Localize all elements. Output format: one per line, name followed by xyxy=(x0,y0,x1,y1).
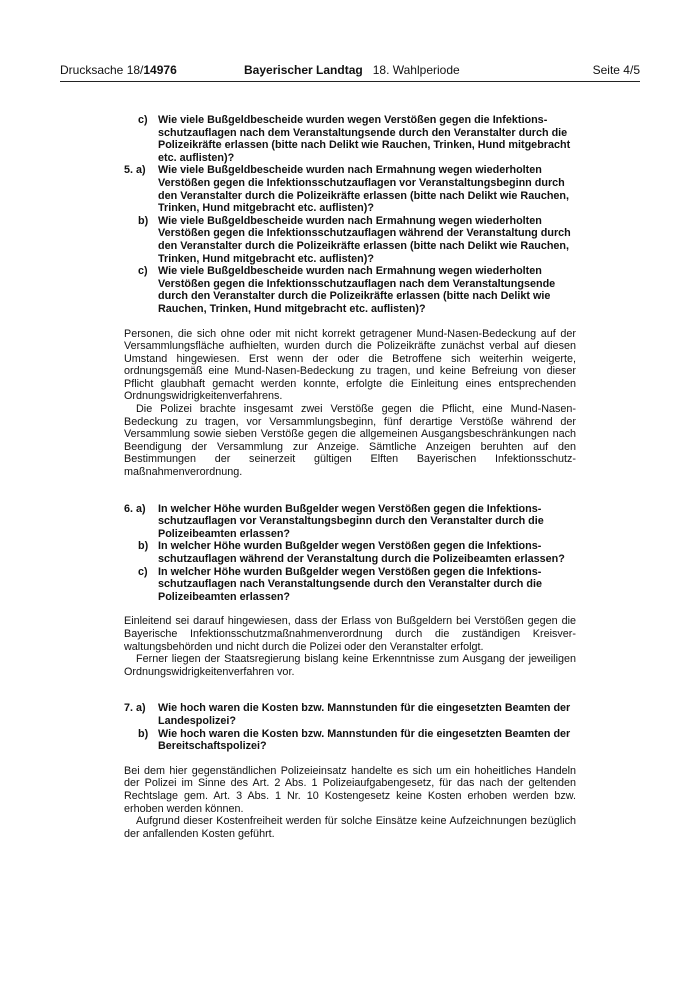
question-marker: 5. a) xyxy=(124,164,146,177)
answer-block-5 xyxy=(124,328,576,479)
question-block-5 xyxy=(124,114,576,316)
question-text: Wie hoch waren die Kosten bzw. Mannstunden für die eingesetzten Beamten der Landespolizei? xyxy=(158,702,571,727)
question-text: Wie viele Bußgeldbescheide wurden nach Ermahnung wegen wiederholten Verstößen gegen die Infektionsschutzauflagen während der Veranstaltung durch den Veranstalter durch die Polizeikräfte erlassen (bitte nach Delikt wie Rauchen, Trinken, Hund mitgebracht etc. auflisten)? xyxy=(158,214,571,265)
question-text: Wie viele Bußgeldbescheide wurden wegen Verstößen gegen die Infektionsschutzauflagen nach dem Veranstaltungsende durch den Veranstalter durch die Polizeikräfte erlassen (bitte nach Delikt wie Rauchen, Trinken, Hund mitgebracht etc. auflisten)? xyxy=(158,114,571,164)
question-item xyxy=(124,114,576,164)
question-text: In welcher Höhe wurden Bußgelder wegen Verstößen gegen die Infektionsschutzauflagen nach Veranstaltungsende durch den Veranstalter durch die Polizeibeamten erlassen? xyxy=(158,565,542,603)
question-block-7 xyxy=(124,702,576,752)
document-body xyxy=(124,114,576,840)
question-marker: 6. a) xyxy=(124,502,146,515)
question-text: Wie viele Bußgeldbescheide wurden nach Ermahnung wegen wiederholten Verstößen gegen die Infektionsschutzauflagen nach dem Veranstaltungsende durch den Veranstalter durch die Polizeikräfte erlassen (bitte nach Delikt wie Rauchen, Trinken, Hund mitgebracht etc. auflisten)? xyxy=(158,265,556,315)
page-number: Seite 4/5 xyxy=(592,63,640,77)
question-item xyxy=(124,702,576,727)
question-item xyxy=(124,215,576,265)
question-marker: c) xyxy=(138,114,148,126)
answer-paragraph: Personen, die sich ohne oder mit nicht korrekt getragener Mund-Nasen-Bedeckung auf der Versammlungsfläche aufhielten, wurden durch die Polizeikräfte zunächst verbal auf diesen Umstand hingewiesen. Erst wenn der oder die Betroffene sich weiterhin weigerte, ordnungsgemäß eine Mund-Nasen-Bedeckung zu tragen, und keine Befreiung von dieser Pflicht glaubhaft gemacht werden konnte, erfolgte die Einleitung eines entsprechenden Ordnungswidrigkeitenverfahrens. xyxy=(124,327,576,403)
question-marker: c) xyxy=(138,265,148,278)
question-text: Wie viele Bußgeldbescheide wurden nach Ermahnung wegen wiederholten Verstößen gegen die Infektionsschutzauflagen vor Veranstaltungsbeginn durch den Veranstalter durch die Polizeikräfte erlassen (bitte nach Delikt wie Rauchen, Trinken, Hund mitgebracht etc. auflisten)? xyxy=(158,164,570,215)
question-item xyxy=(124,728,576,753)
question-item xyxy=(124,503,576,541)
question-text: Wie hoch waren die Kosten bzw. Mannstunden für die eingesetzten Beamten der Bereitschaftspolizei? xyxy=(158,727,571,753)
answer-paragraph: Ferner liegen der Staatsregierung bislang keine Erkenntnisse zum Ausgang der jeweiligen Ordnungswidrigkeitenverfahren vor. xyxy=(124,653,576,678)
answer-paragraph: Bei dem hier gegenständlichen Polizeieinsatz handelte es sich um ein hoheitliches Handeln der Polizei im Sinne des Art. 2 Abs. 1 Polizeiaufgabengesetz, für das nach der geltenden Rechtslage gem. Art. 3 Abs. 1 Nr. 10 Kostengesetz keine Kosten erhoben werden bzw. erhoben werden können. xyxy=(124,764,576,815)
header-institution: Bayerischer Landtag 18. Wahlperiode xyxy=(244,63,460,77)
answer-paragraph: Einleitend sei darauf hingewiesen, dass der Erlass von Bußgeldern bei Verstößen gegen die Bayerische Infektionsschutzmaßnahmenverordnung durch die zuständigen Kreisverwaltungsbehörden und nicht durch die Polizei oder den Veranstalter erfolgt. xyxy=(124,615,576,653)
question-item xyxy=(124,540,576,565)
answer-block-6 xyxy=(124,615,576,678)
header-divider xyxy=(60,81,640,82)
question-item xyxy=(124,566,576,604)
question-text: In welcher Höhe wurden Bußgelder wegen Verstößen gegen die Infektionsschutzauflagen vor Veranstaltungsbeginn durch den Veranstalter durch die Polizeibeamten erlassen? xyxy=(158,502,544,540)
question-item xyxy=(124,164,576,214)
answer-paragraph: Die Polizei brachte insgesamt zwei Verstöße gegen die Pflicht, eine Mund-Nasen-Bedeckung zu tragen, vor Versammlungsbeginn, fünf derartige Verstöße während der Versammlung sowie sieben Verstöße gegen die allgemeinen Ausgangsbeschränkungen nach Beendigung der Versammlung zur Anzeige. Sämtliche Anzeigen beruhten auf den Bestimmungen der seinerzeit gültigen Elften Bayerischen Infektionsschutzmaßnahmenverordnung. xyxy=(124,403,576,479)
question-marker: b) xyxy=(138,540,149,553)
question-marker: c) xyxy=(138,565,148,578)
answer-block-7 xyxy=(124,765,576,841)
question-block-6 xyxy=(124,503,576,604)
question-text: In welcher Höhe wurden Bußgelder wegen Verstößen gegen die Infektionsschutzauflagen während der Veranstaltung durch die Polizeibeamten erlassen? xyxy=(158,540,565,565)
question-marker: 7. a) xyxy=(124,702,146,715)
question-marker: b) xyxy=(138,214,149,227)
page-header xyxy=(60,63,640,77)
question-marker: b) xyxy=(138,727,149,740)
question-item xyxy=(124,265,576,315)
document-number: Drucksache 18/14976 xyxy=(60,63,177,77)
answer-paragraph: Aufgrund dieser Kostenfreiheit werden für solche Einsätze keine Aufzeichnungen bezüglich der anfallenden Kosten geführt. xyxy=(124,815,576,840)
